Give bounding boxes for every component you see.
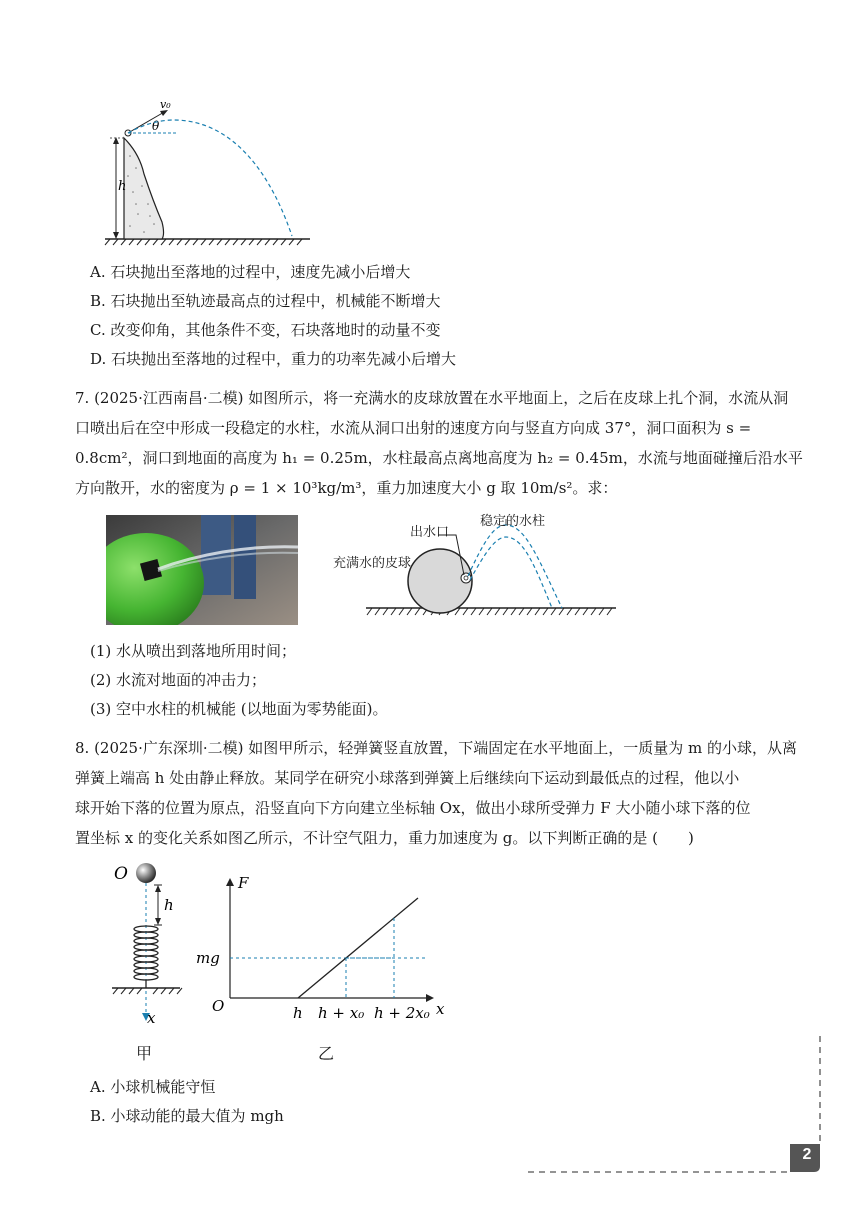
q8-figure-jia bbox=[100, 855, 200, 1035]
q8-figure-yi bbox=[190, 868, 455, 1038]
q7-sub-3: (3) 空中水柱的机械能 (以地面为零势能面)。 bbox=[90, 700, 388, 718]
q6-v0-label: v₀ bbox=[160, 98, 171, 111]
q7-outlet-label: 出水口 bbox=[410, 525, 450, 540]
q7-photo bbox=[106, 515, 298, 625]
q7-line-2: 口喷出后在空中形成一段稳定的水柱，水流从洞口出射的速度方向与竖直方向成 37°，洞口面积为 s = bbox=[75, 419, 752, 437]
q8-yi-caption: 乙 bbox=[318, 1044, 335, 1063]
q7-column-label: 稳定的水柱 bbox=[480, 514, 546, 529]
q6-option-a[interactable]: A. 石块抛出至落地的过程中，速度先减小后增大 bbox=[90, 263, 411, 281]
q7-line-4: 方向散开，水的密度为 ρ = 1 × 10³kg/m³，重力加速度大小 g 取 10m/s²。求： bbox=[75, 479, 618, 497]
q8-jia-caption: 甲 bbox=[136, 1044, 153, 1063]
q8-line-1: 8. (2025·广东深圳·二模) 如图甲所示，轻弹簧竖直放置，下端固定在水平地面上，一质量为 m 的小球，从离 bbox=[75, 739, 798, 757]
q8-line-2: 弹簧上端高 h 处由静止释放。某同学在研究小球落到弹簧上后继续向下运动到最低点的过程，他以小 bbox=[75, 769, 740, 787]
page-number: 2 bbox=[802, 1146, 812, 1163]
q6-option-b[interactable]: B. 石块抛出至轨迹最高点的过程中，机械能不断增大 bbox=[90, 292, 441, 310]
q7-sub-1: (1) 水从喷出到落地所用时间； bbox=[90, 642, 297, 660]
q6-h-label: h bbox=[118, 179, 127, 194]
q7-ball-label: 充满水的皮球 bbox=[333, 556, 412, 571]
q8-line-3: 球开始下落的位置为原点，沿竖直向下方向建立坐标轴 Ox，做出小球所受弹力 F 大小随小球下落的位 bbox=[75, 799, 751, 817]
q8-yi-o-label: O bbox=[212, 997, 225, 1015]
q8-yi-h-2x0-tick: h + 2x₀ bbox=[374, 1004, 430, 1022]
q8-yi-x-label: x bbox=[436, 1000, 445, 1018]
q6-option-d[interactable]: D. 石块抛出至落地的过程中，重力的功率先减小后增大 bbox=[90, 350, 457, 368]
q6-option-c[interactable]: C. 改变仰角，其他条件不变，石块落地时的动量不变 bbox=[90, 321, 441, 339]
q7-line-3: 0.8cm²，洞口到地面的高度为 h₁ = 0.25m，水柱最高点离地高度为 h₂ = 0.45m，水流与地面碰撞后沿水平 bbox=[75, 449, 803, 467]
page-footer-decoration bbox=[520, 1030, 840, 1180]
q6-figure bbox=[100, 96, 320, 246]
q7-line-1: 7. (2025·江西南昌·二模) 如图所示，将一充满水的皮球放置在水平地面上，之后在皮球上扎个洞，水流从洞 bbox=[75, 389, 789, 407]
q8-jia-h-label: h bbox=[164, 896, 174, 914]
q8-yi-h-tick: h bbox=[293, 1004, 303, 1022]
q8-yi-h-x0-tick: h + x₀ bbox=[318, 1004, 365, 1022]
q7-sub-2: (2) 水流对地面的冲击力； bbox=[90, 671, 267, 689]
q8-line-4: 置坐标 x 的变化关系如图乙所示，不计空气阻力，重力加速度为 g。以下判断正确的是 ( ) bbox=[75, 829, 694, 847]
q8-jia-x-label: x bbox=[147, 1009, 156, 1027]
q8-yi-f-label: F bbox=[238, 874, 249, 892]
q6-theta-label: θ bbox=[152, 119, 160, 133]
q8-jia-o-label: O bbox=[114, 864, 128, 884]
q8-option-a[interactable]: A. 小球机械能守恒 bbox=[90, 1078, 216, 1096]
q8-yi-mg-label: mg bbox=[196, 949, 220, 967]
q8-option-b[interactable]: B. 小球动能的最大值为 mgh bbox=[90, 1107, 284, 1125]
